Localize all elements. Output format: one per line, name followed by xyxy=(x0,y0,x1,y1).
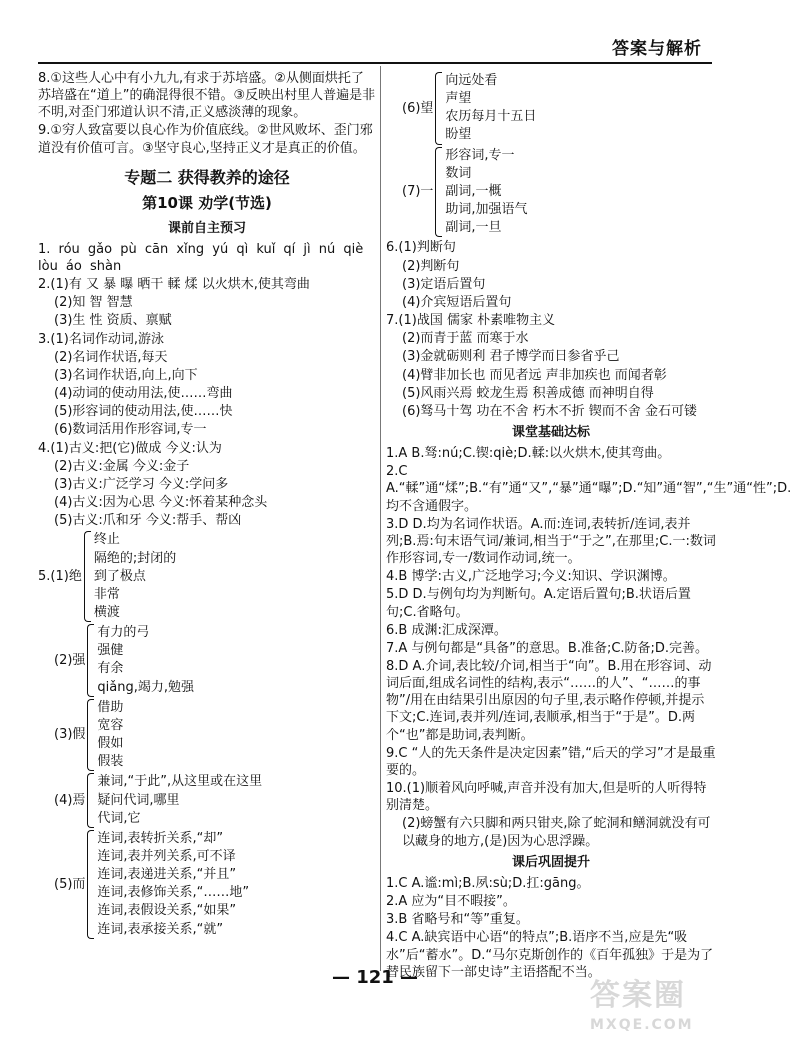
brace xyxy=(84,531,91,622)
meaning-item: 连词,表并列关系,可不译 xyxy=(97,849,236,864)
page-header xyxy=(0,0,750,66)
meaning-item: 借助 xyxy=(97,699,124,715)
answer-4-3: (3)古义:广泛学习 今义:学问多 xyxy=(54,476,229,492)
answer-3-6: (6)数词活用作形容词,专一 xyxy=(54,422,207,438)
class-answer-5: 5.D D.与例句均为判断句。A.定语后置句;B.状语后置句;C.省略句。 xyxy=(386,587,691,620)
meaning-item: 非常 xyxy=(93,586,120,602)
meaning-item: 盼望 xyxy=(445,127,472,143)
class-answer-6: 6.B 成渊:汇成深潭。 xyxy=(386,622,507,638)
meaning-group-wang xyxy=(386,72,716,145)
group-label: (5)而 xyxy=(54,876,86,892)
group-label: (3)假 xyxy=(54,727,86,743)
meaning-group-er xyxy=(38,830,376,939)
brace xyxy=(435,72,442,145)
meaning-group-yan xyxy=(38,773,376,827)
answer-4-4: (4)古义:因为心思 今义:怀着某种念头 xyxy=(54,495,268,511)
meaning-item: 疑问代词,哪里 xyxy=(97,792,180,808)
meaning-item: 兼词,“于此”,从这里或在这里 xyxy=(97,774,263,790)
class-answer-4: 4.B 博学:古义,广泛地学习;今义:知识、学识渊博。 xyxy=(386,569,676,585)
class-answer-7: 7.A 与例句都是“具备”的意思。B.准备;C.防备;D.完善。 xyxy=(386,640,709,656)
answer-7-5: (5)风雨兴焉 蛟龙生焉 积善成德 而神明自得 xyxy=(402,385,654,401)
answer-q8: 8.①这些人心中有小九九,有求于苏培盛。②从侧面烘托了苏培盛在“道上”的确混得很不错。③反映出村里人普遍是非不明,对歪门邪道认识不清,正义感淡薄的现象。 xyxy=(38,71,376,121)
answer-4-1: 4.(1)古义:把(它)做成 今义:认为 xyxy=(38,440,222,456)
meaning-item: 横渡 xyxy=(93,604,120,620)
answer-7-4: (4)臂非加长也 而见者远 声非加疾也 而闻者彰 xyxy=(402,367,667,383)
answer-3-4: (4)动词的使动用法,使……弯曲 xyxy=(54,386,233,402)
column-divider xyxy=(380,66,381,971)
after-answer-4: 4.C A.缺宾语中心语“的特点”;B.语序不当,应是先“吸水”后“蓄水”。D.“马尔克斯创作的《百年孤独》于是为了替民族留下一部史诗”主语搭配不当。 xyxy=(386,930,714,980)
answer-3-3: (3)名词作状语,向上,向下 xyxy=(54,367,198,383)
meaning-item: 强健 xyxy=(97,643,124,659)
answer-7-3: (3)金就砺则利 君子博学而日参省乎己 xyxy=(402,349,620,365)
meaning-item: 副词,一概 xyxy=(445,183,502,199)
answer-3-5: (5)形容词的使动用法,使……快 xyxy=(54,404,233,420)
meaning-item: 到了极点 xyxy=(93,568,146,584)
meaning-item: 连词,表假设关系,“如果” xyxy=(97,903,237,919)
group-label: (4)焉 xyxy=(54,793,86,809)
meaning-item: 数词 xyxy=(445,165,472,181)
meaning-item: 农历每月十五日 xyxy=(445,109,537,125)
meaning-group-qiang xyxy=(38,624,376,697)
answer-3-1: 3.(1)名词作动词,游泳 xyxy=(38,331,164,347)
meaning-item: 助词,加强语气 xyxy=(445,202,528,218)
meaning-item: qiǎng,竭力,勉强 xyxy=(97,679,195,695)
right-column xyxy=(386,70,791,982)
meaning-item: 代词,它 xyxy=(97,810,141,826)
after-answer-2: 2.A 应为“目不暇接”。 xyxy=(386,894,516,910)
section-title: 专题二 获得教养的途径 xyxy=(124,167,290,187)
meaning-item: 声望 xyxy=(445,91,472,107)
meaning-item: 副词,一旦 xyxy=(445,220,502,236)
class-answer-3: 3.D D.均为名词作状语。A.而:连词,表转折/连词,表并列;B.焉:句末语气词/兼词,相当于“于之”,在那里;C.一:数词作形容词,专一/数词作动词,统一。 xyxy=(386,516,716,567)
group-label: 5.(1)绝 xyxy=(38,569,82,585)
meaning-group-jia xyxy=(38,699,376,772)
after-answer-3: 3.B 省略号和“等”重复。 xyxy=(386,912,529,928)
header-title: 答案与解析 xyxy=(612,39,702,59)
after-class-heading: 课后巩固提升 xyxy=(511,854,590,870)
answer-3-2: (2)名词作状语,每天 xyxy=(54,349,168,365)
meaning-group-jue xyxy=(38,531,376,622)
meaning-item: 形容词,专一 xyxy=(445,147,515,163)
class-answer-1: 1.A B.驽:nú;C.锲:qiè;D.輮:以火烘木,使其弯曲。 xyxy=(386,446,671,462)
group-label: (2)强 xyxy=(54,652,86,668)
group-label: (6)望 xyxy=(402,100,434,116)
meaning-group-yi xyxy=(386,147,716,238)
meaning-item: 向远处看 xyxy=(445,73,498,88)
class-answer-10-2: (2)螃蟹有六只脚和两只钳夹,除了蛇洞和鳝洞就没有可以藏身的地方,(是)因为心思浮躁。 xyxy=(402,816,711,849)
meaning-item: 有余 xyxy=(97,661,124,677)
meaning-item: 隔绝的;封闭的 xyxy=(93,550,177,566)
answer-2-3: (3)生 性 资质、禀赋 xyxy=(54,313,172,329)
left-column xyxy=(38,70,376,941)
answer-4-5: (5)古义:爪和牙 今义:帮手、帮凶 xyxy=(54,513,242,529)
brace xyxy=(87,624,94,697)
answer-7-2: (2)而青于蓝 而寒于水 xyxy=(402,331,529,347)
class-answer-9: 9.C “人的先天条件是决定因素”错,“后天的学习”才是最重要的。 xyxy=(386,745,716,778)
answer-q9: 9.①穷人致富要以良心作为价值底线。②世风败坏、歪门邪道没有价值可言。③坚守良心,坚持正义才是真正的价值。 xyxy=(38,123,373,156)
answer-4-2: (2)古义:金属 今义:金子 xyxy=(54,458,190,474)
brace xyxy=(435,147,442,238)
header-rule xyxy=(38,62,712,64)
meaning-item: 假装 xyxy=(97,754,124,770)
after-answer-1: 1.C A.谧:mì;B.夙:sù;D.扛:gāng。 xyxy=(386,875,590,891)
class-answer-2: 2.C A.“輮”通“煣”;B.“有”通“又”,“暴”通“曝”;D.“知”通“智”,“生”通“性”;D.均不含通假字。 xyxy=(386,464,791,514)
page-number: — 121 — xyxy=(331,967,419,988)
answer-7-6: (6)驽马十驾 功在不舍 朽木不折 锲而不舍 金石可镂 xyxy=(402,403,697,419)
brace xyxy=(87,699,94,772)
class-heading: 课堂基础达标 xyxy=(511,424,590,440)
meaning-item: 连词,表转折关系,“却” xyxy=(97,830,224,846)
meaning-item: 连词,表递进关系,“并且” xyxy=(97,867,237,883)
class-answer-8: 8.D A.介词,表比较/介词,相当于“向”。B.用在形容词、动词后面,组成名词性的结构,表示“……的人”、“……的事物”/用在由结果引出原因的句子里,表示略作停顿,并提示下文;C.连词,表并列/连词,表顺承,相当于“于是”。D.两个“也”都是助词,表判断。 xyxy=(386,659,712,743)
meaning-item: 宽容 xyxy=(97,717,124,733)
answer-6-3: (3)定语后置句 xyxy=(402,276,486,292)
meaning-item: 假如 xyxy=(97,736,124,752)
meaning-item: 有力的弓 xyxy=(97,625,150,641)
answer-6-2: (2)判断句 xyxy=(402,258,460,274)
watermark-url: MXQE.COM xyxy=(590,1016,694,1033)
watermark-logo xyxy=(590,976,720,1032)
answer-7-1: 7.(1)战国 儒家 朴素唯物主义 xyxy=(386,313,556,329)
meaning-item: 连词,表承接关系,“就” xyxy=(97,921,224,937)
preview-heading: 课前自主预习 xyxy=(167,220,246,236)
lesson-title: 第10课 劝学(节选) xyxy=(142,193,272,212)
class-answer-10-1: 10.(1)顺着风向呼喊,声音并没有加大,但是听的人听得特别清楚。 xyxy=(386,781,707,814)
brace xyxy=(87,773,94,827)
meaning-item: 连词,表修饰关系,“……地” xyxy=(97,885,250,901)
answer-6-1: 6.(1)判断句 xyxy=(386,240,456,256)
answer-1-pinyin: 1. róu gǎo pù cān xǐng yú qì kuǐ qí jì nú qiè lòu áo shàn xyxy=(38,241,364,274)
answer-2-2: (2)知 智 智慧 xyxy=(54,295,133,311)
watermark-text: 答案圈 xyxy=(590,978,686,1013)
answer-2-1: 2.(1)有 又 暴 曝 晒干 輮 煣 以火烘木,使其弯曲 xyxy=(38,277,310,293)
group-label: (7)一 xyxy=(402,184,434,200)
meaning-item: 终止 xyxy=(93,532,120,548)
brace xyxy=(87,830,94,939)
answer-6-4: (4)介宾短语后置句 xyxy=(402,294,512,310)
